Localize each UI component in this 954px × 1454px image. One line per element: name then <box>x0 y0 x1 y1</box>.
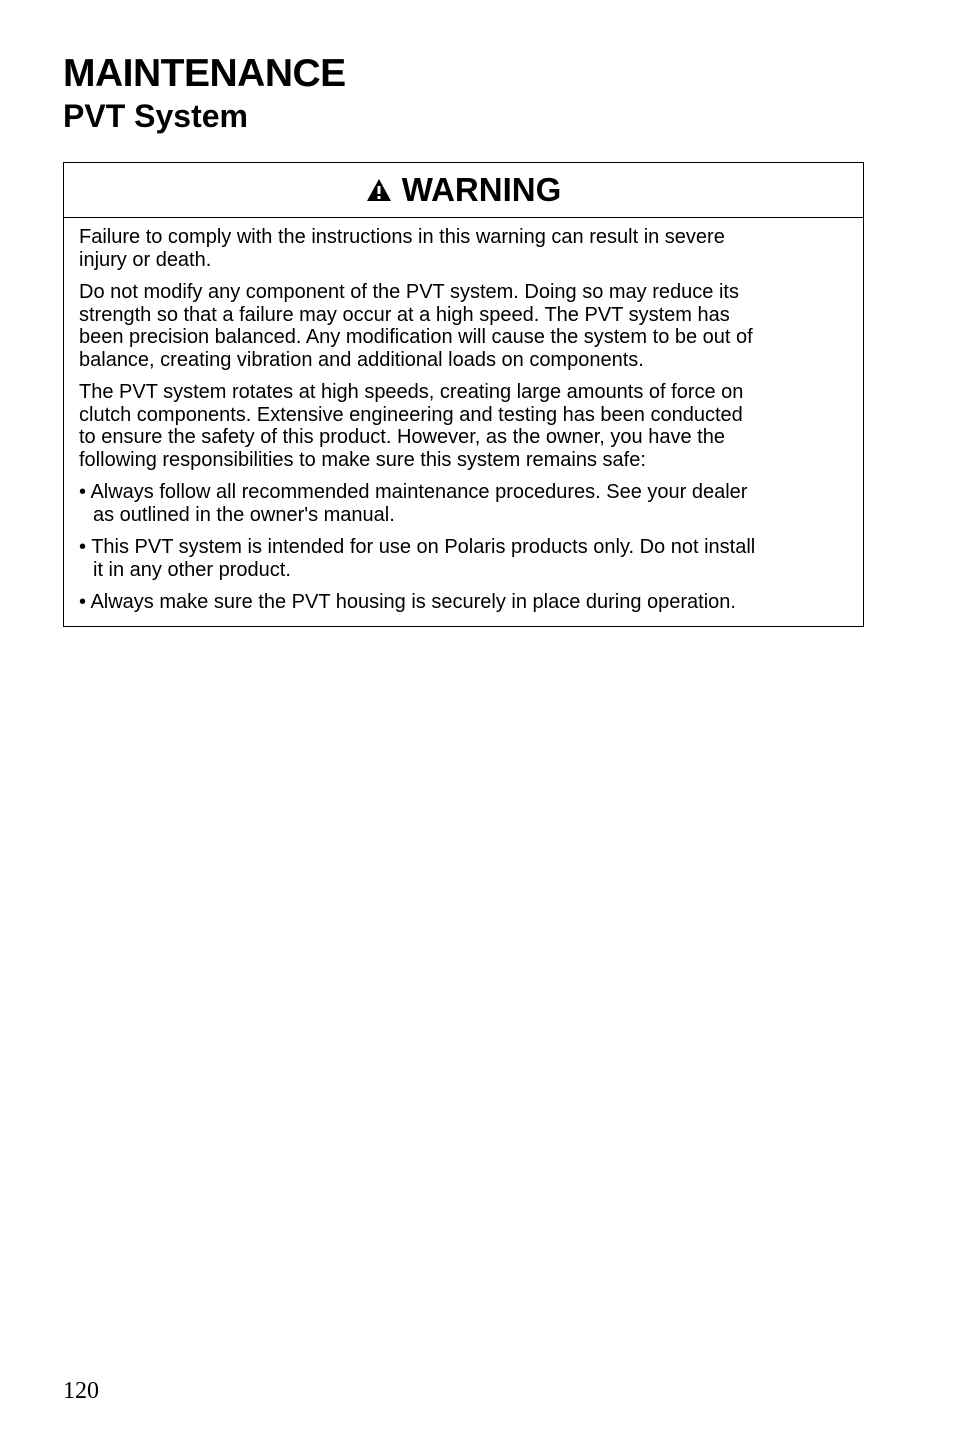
warning-triangle-icon <box>366 178 392 202</box>
text-line: to ensure the safety of this product. However, as the owner, you have the <box>79 426 725 448</box>
text-line: as outlined in the owner's manual. <box>93 503 395 526</box>
warning-title: WARNING <box>401 171 562 208</box>
warning-bullet-item <box>79 591 851 614</box>
warning-body <box>64 218 863 614</box>
warning-paragraph <box>79 381 851 471</box>
text-line: • Always follow all recommended maintenance procedures. See your dealer <box>79 481 748 503</box>
text-line: • Always make sure the PVT housing is securely in place during operation. <box>79 591 736 613</box>
warning-header <box>64 163 863 218</box>
warning-bullet-item <box>79 536 851 581</box>
text-line: balance, creating vibration and additional loads on components. <box>79 348 644 371</box>
warning-bullet-item <box>79 481 851 526</box>
section-title: MAINTENANCE <box>63 52 346 95</box>
text-line: • This PVT system is intended for use on Polaris products only. Do not install <box>79 536 756 558</box>
text-line: Failure to comply with the instructions in this warning can result in severe <box>79 226 725 248</box>
text-line: injury or death. <box>79 248 212 271</box>
text-line: been precision balanced. Any modification will cause the system to be out of <box>79 326 753 348</box>
page-number: 120 <box>63 1378 99 1404</box>
text-line: The PVT system rotates at high speeds, creating large amounts of force on <box>79 381 744 403</box>
text-line: Do not modify any component of the PVT system. Doing so may reduce its <box>79 281 739 303</box>
subsection-title: PVT System <box>63 98 248 134</box>
text-line: strength so that a failure may occur at a high speed. The PVT system has <box>79 303 730 326</box>
text-line: clutch components. Extensive engineering and testing has been conducted <box>79 403 743 426</box>
text-line: following responsibilities to make sure this system remains safe: <box>79 448 646 471</box>
warning-box <box>63 162 864 627</box>
warning-paragraph <box>79 281 851 371</box>
warning-paragraph <box>79 226 851 271</box>
text-line: it in any other product. <box>93 558 291 581</box>
